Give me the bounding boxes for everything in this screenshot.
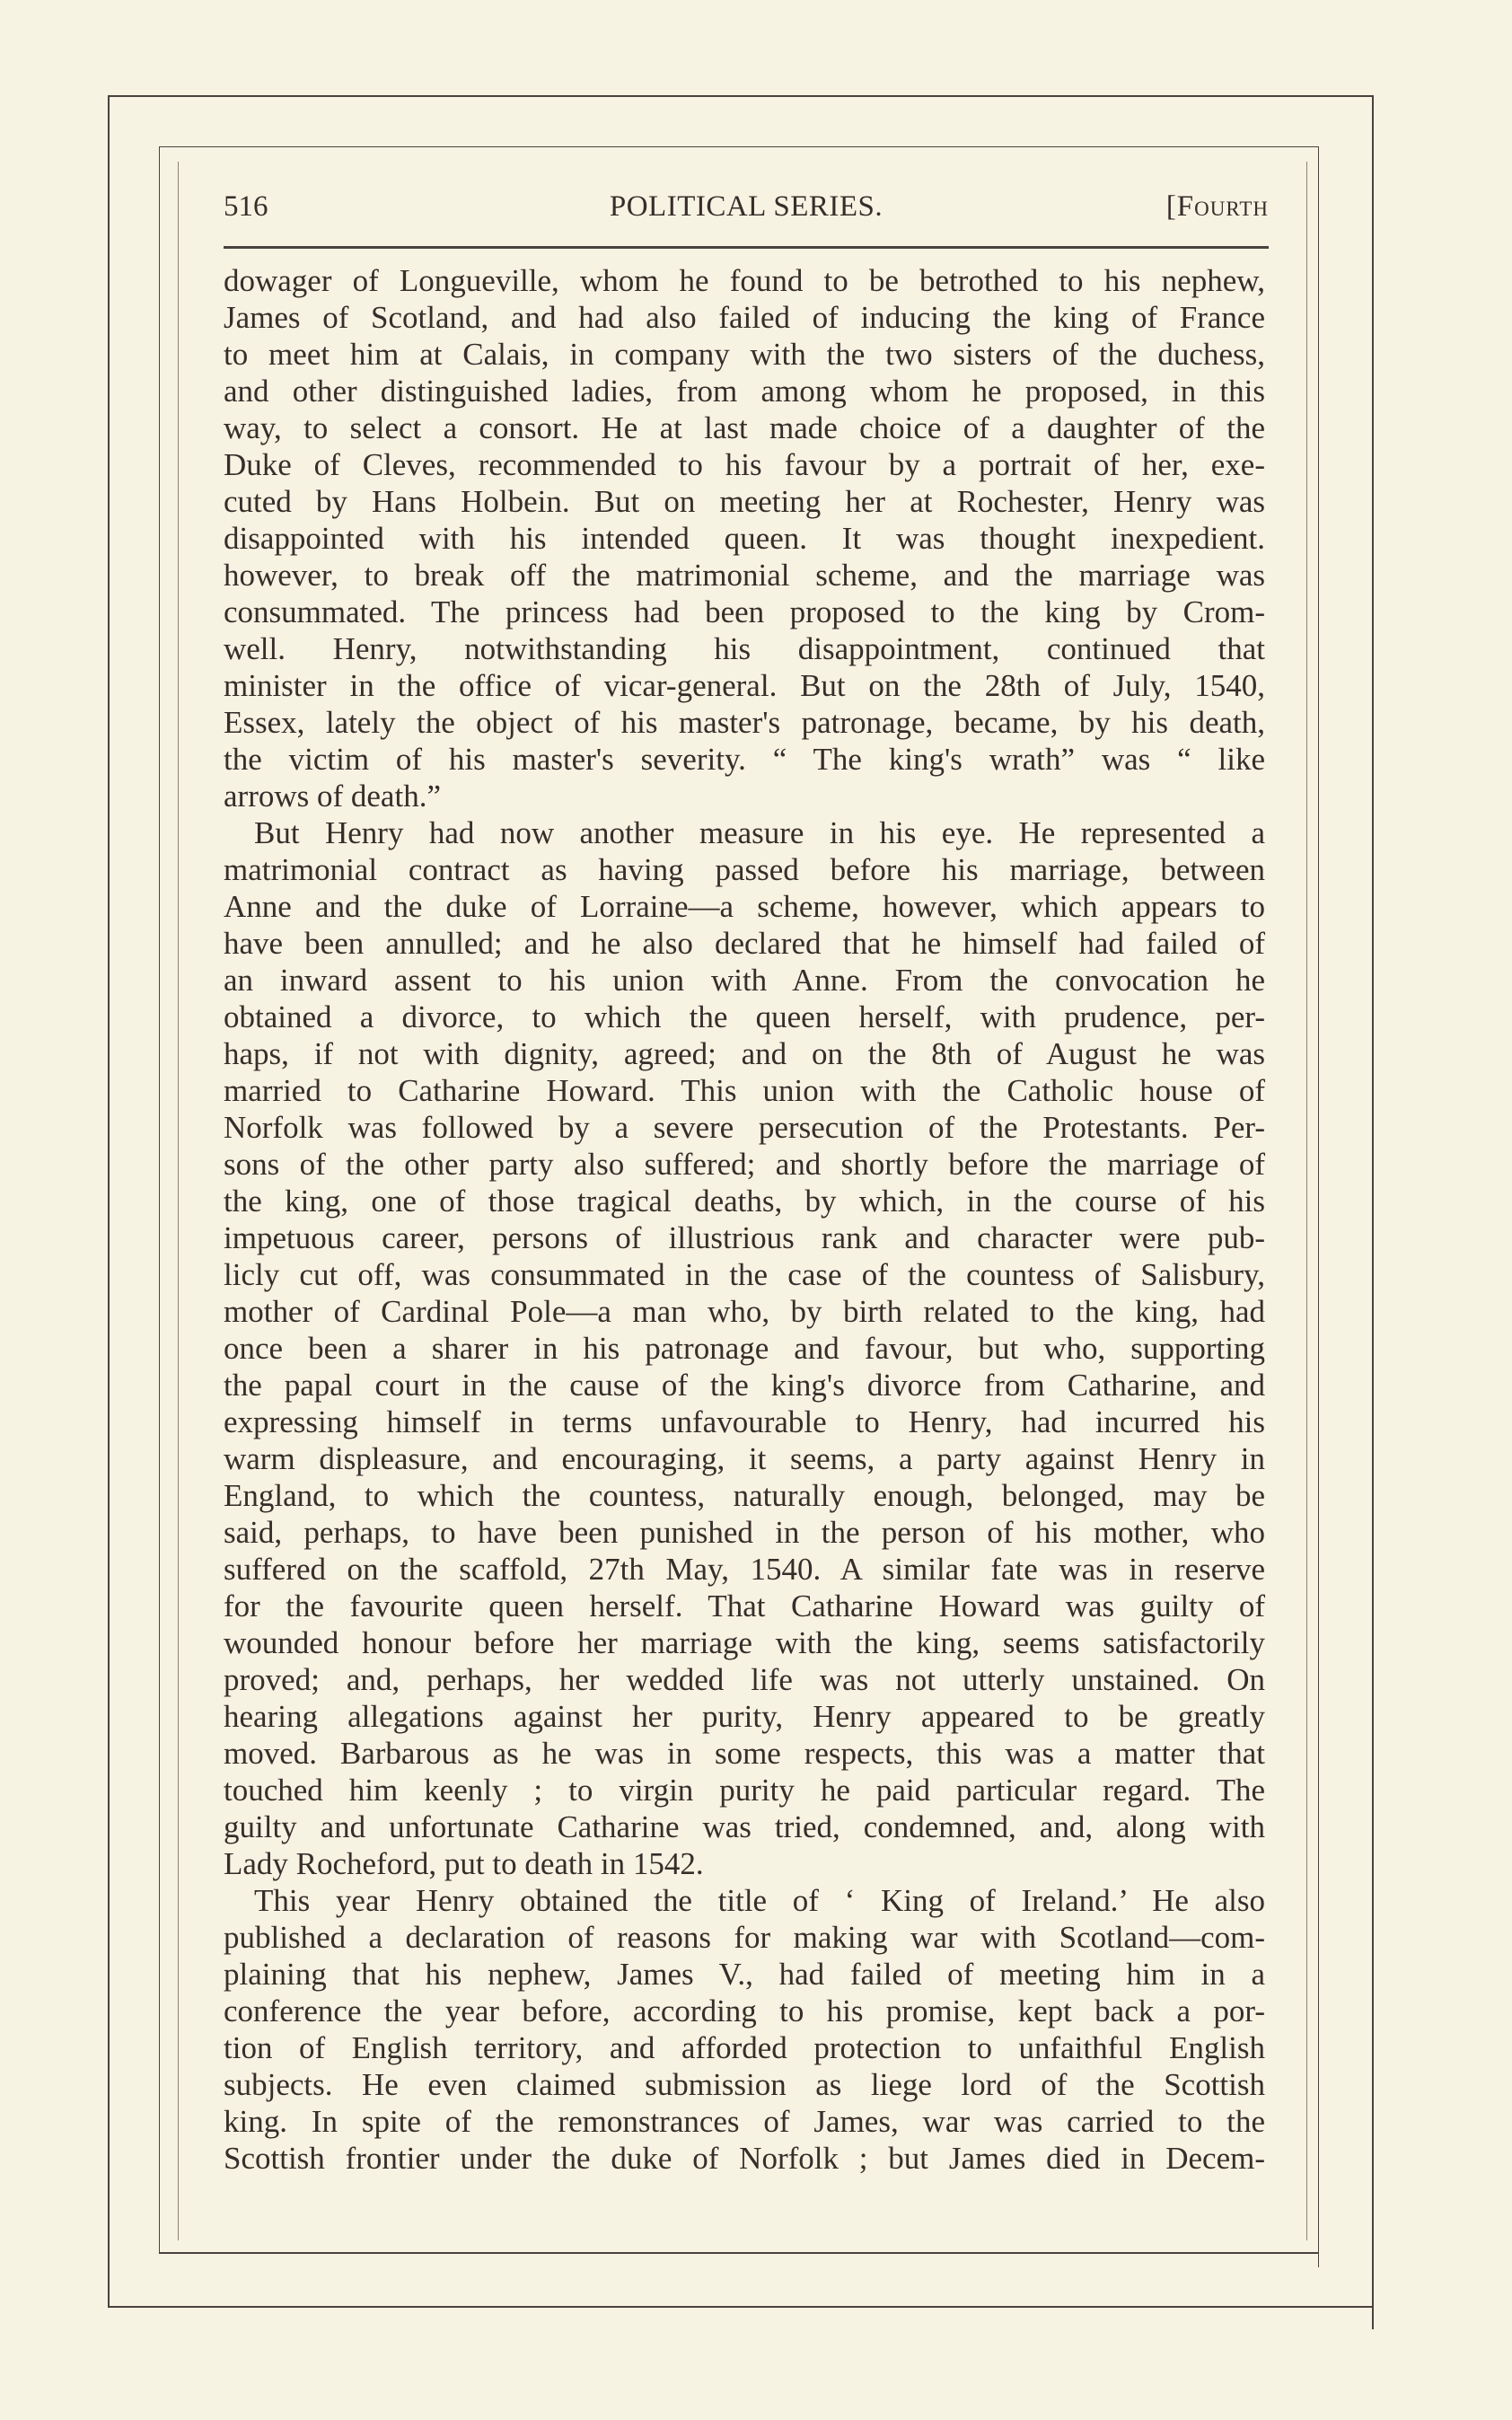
text-line: have been annulled; and he also declared that he himself had failed of bbox=[224, 926, 1265, 961]
text-line: obtained a divorce, to which the queen herself, with prudence, per- bbox=[224, 999, 1265, 1034]
outer-frame-bottom bbox=[108, 2306, 1374, 2308]
text-line: impetuous career, persons of illustrious rank and character were pub- bbox=[224, 1220, 1265, 1255]
text-line: touched him keenly ; to virgin purity he paid particular regard. The bbox=[224, 1773, 1265, 1808]
text-line: conference the year before, according to his promise, kept back a por- bbox=[224, 1993, 1265, 2028]
text-line: This year Henry obtained the title of ‘ King of Ireland.’ He also bbox=[254, 1883, 1265, 1918]
text-line: plaining that his nephew, James V., had failed of meeting him in a bbox=[224, 1957, 1265, 1992]
inner-frame-bottom bbox=[159, 2252, 1319, 2254]
outer-frame-right bbox=[1372, 95, 1374, 2329]
text-line: published a declaration of reasons for making war with Scotland—com- bbox=[224, 1920, 1265, 1955]
inner-frame-top bbox=[159, 146, 1319, 147]
outer-frame-left bbox=[108, 95, 110, 2306]
text-line: cuted by Hans Holbein. But on meeting her at Rochester, Henry was bbox=[224, 484, 1265, 519]
text-line: moved. Barbarous as he was in some respects, this was a matter that bbox=[224, 1736, 1265, 1771]
text-line: once been a sharer in his patronage and favour, but who, supporting bbox=[224, 1331, 1265, 1366]
text-line: proved; and, perhaps, her wedded life was not utterly unstained. On bbox=[224, 1662, 1265, 1697]
text-line: the king, one of those tragical deaths, by which, in the course of his bbox=[224, 1184, 1265, 1219]
paragraph bbox=[224, 262, 1265, 814]
text-line: way, to select a consort. He at last made choice of a daughter of the bbox=[224, 410, 1265, 445]
text-line: mother of Cardinal Pole—a man who, by birth related to the king, had bbox=[224, 1294, 1265, 1329]
text-line: for the favourite queen herself. That Catharine Howard was guilty of bbox=[224, 1588, 1265, 1624]
text-line: married to Catharine Howard. This union with the Catholic house of bbox=[224, 1073, 1265, 1108]
text-line: warm displeasure, and encouraging, it seems, a party against Henry in bbox=[224, 1441, 1265, 1476]
text-line: dowager of Longueville, whom he found to be betrothed to his nephew, bbox=[224, 263, 1265, 298]
inner-frame-right bbox=[1318, 146, 1319, 2267]
section-marker: [Fourth bbox=[1165, 190, 1269, 223]
text-line: hearing allegations against her purity, Henry appeared to be greatly bbox=[224, 1699, 1265, 1734]
text-line: and other distinguished ladies, from among whom he proposed, in this bbox=[224, 374, 1265, 409]
text-line: said, perhaps, to have been punished in the person of his mother, who bbox=[224, 1515, 1265, 1550]
text-line: sons of the other party also suffered; and shortly before the marriage of bbox=[224, 1147, 1265, 1182]
paragraph bbox=[224, 1882, 1265, 2177]
header-rule bbox=[224, 246, 1269, 249]
text-line: expressing himself in terms unfavourable to Henry, had incurred his bbox=[224, 1404, 1265, 1439]
inner-frame-line-left bbox=[178, 162, 179, 2240]
text-line: minister in the office of vicar-general. But on the 28th of July, 1540, bbox=[224, 668, 1265, 703]
text-line: matrimonial contract as having passed before his marriage, between bbox=[224, 852, 1265, 887]
text-line: Duke of Cleves, recommended to his favour by a portrait of her, exe- bbox=[224, 447, 1265, 482]
text-line: Norfolk was followed by a severe persecution of the Protestants. Per- bbox=[224, 1110, 1265, 1145]
text-line: Scottish frontier under the duke of Norfolk ; but James died in Decem- bbox=[224, 2141, 1265, 2176]
text-line: But Henry had now another measure in his eye. He represented a bbox=[254, 815, 1265, 850]
text-line: Essex, lately the object of his master's patronage, became, by his death, bbox=[224, 705, 1265, 740]
inner-frame-left bbox=[159, 146, 160, 2252]
body-text bbox=[224, 262, 1265, 2177]
text-line: to meet him at Calais, in company with the two sisters of the duchess, bbox=[224, 337, 1265, 372]
page-number: 516 bbox=[224, 190, 268, 223]
text-line: arrows of death.” bbox=[224, 779, 441, 814]
text-line: the victim of his master's severity. “ The king's wrath” was “ like bbox=[224, 742, 1265, 777]
text-line: tion of English territory, and afforded protection to unfaithful English bbox=[224, 2030, 1265, 2065]
text-line: Lady Rocheford, put to death in 1542. bbox=[224, 1846, 704, 1881]
text-line: however, to break off the matrimonial scheme, and the marriage was bbox=[224, 558, 1265, 593]
text-line: guilty and unfortunate Catharine was tried, condemned, and, along with bbox=[224, 1809, 1265, 1844]
text-line: subjects. He even claimed submission as liege lord of the Scottish bbox=[224, 2067, 1265, 2102]
text-line: James of Scotland, and had also failed of inducing the king of France bbox=[224, 300, 1265, 335]
text-line: England, to which the countess, naturally enough, belonged, may be bbox=[224, 1478, 1265, 1513]
inner-frame-line-right bbox=[1306, 162, 1307, 2240]
text-line: consummated. The princess had been proposed to the king by Crom- bbox=[224, 594, 1265, 629]
text-line: Anne and the duke of Lorraine—a scheme, however, which appears to bbox=[224, 889, 1265, 924]
text-line: king. In spite of the remonstrances of James, war was carried to the bbox=[224, 2104, 1265, 2139]
paragraph bbox=[224, 814, 1265, 1882]
text-line: disappointed with his intended queen. It was thought inexpedient. bbox=[224, 521, 1265, 556]
text-line: an inward assent to his union with Anne. From the convocation he bbox=[224, 963, 1265, 998]
text-line: licly cut off, was consummated in the case of the countess of Salisbury, bbox=[224, 1257, 1265, 1292]
text-line: the papal court in the cause of the king's divorce from Catharine, and bbox=[224, 1368, 1265, 1403]
text-line: wounded honour before her marriage with the king, seems satisfactorily bbox=[224, 1625, 1265, 1660]
running-title: POLITICAL SERIES. bbox=[609, 190, 883, 223]
outer-frame-top bbox=[108, 95, 1374, 97]
text-line: well. Henry, notwithstanding his disappointment, continued that bbox=[224, 631, 1265, 666]
text-line: suffered on the scaffold, 27th May, 1540. A similar fate was in reserve bbox=[224, 1552, 1265, 1587]
text-line: haps, if not with dignity, agreed; and on the 8th of August he was bbox=[224, 1036, 1265, 1071]
running-header bbox=[224, 190, 1269, 235]
